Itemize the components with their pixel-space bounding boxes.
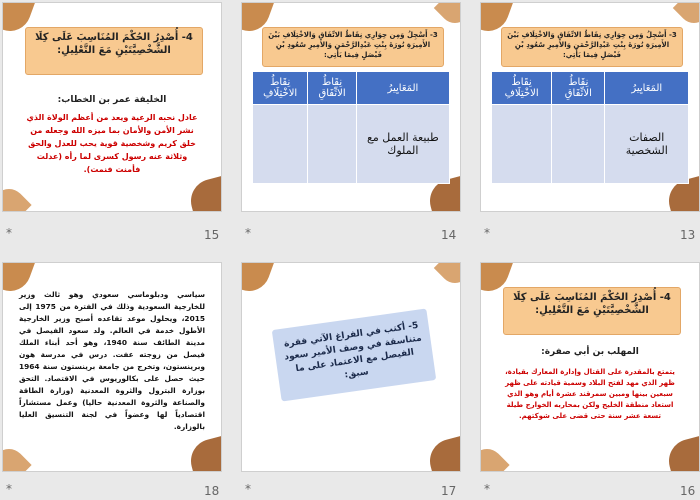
leaf-decoration: [664, 434, 700, 472]
slide-header: 3- أَسْجِلُ وَمِن حِوَارِي نِقَاطُ الاتِّفَاقِ وَالاخْتِلَافِ بَيْنَ الأَمِيرَةِ نُورَةَ بِنْتِ عَبْدِالرَّحْمَنِ وَالأَمِيرِ سُعُودِ بْنِ فَيْصَلٍ فِيمَا يَأْتِي:: [262, 27, 444, 67]
slide-star-icon: *: [484, 482, 490, 496]
table-cell: [308, 105, 356, 184]
slide-number: 15: [204, 228, 220, 242]
leaf-decoration: [186, 174, 222, 212]
note-card: 5- أكتب في الفراغ الآتي فقرة متناسقة في وصف الأمير سعود الفيصل مع الاعتماد على ما سبق:: [272, 308, 437, 401]
leaf-decoration: [2, 442, 32, 472]
slide-subtitle: الخليفة عمر بن الخطاب:: [57, 95, 167, 105]
slide-number: 14: [441, 228, 457, 242]
slide-number: 18: [204, 484, 220, 498]
slide-thumb-14[interactable]: [241, 2, 461, 212]
slide-thumb-17[interactable]: [241, 262, 461, 472]
slide-body: سياسي ودبلوماسي سعودي وهو ثالث وزير للخارجية السعودية وذلك في الفترة من 1975 إلى 2015، ويحلول موعد تقاعده أصبح وزير الخارجية الأطول خدمة في العالم. ولد سعود الفيصل في مدينة الطائف سنة 1940، وهو أحد أبناء الملك فيصل من زوجته عفت. درس في مدرسة هون وبرينستون، وتخرج من جامعة برينستون سنة 1964 حيث حصل على بكالوريوس في الاقتصاد. التحق بوزارة البترول والثروة المعدنية (وزارة الطاقة والصناعة والثروة المعدنية حاليا) وعمل مستشاراً اقتصادياً لها وعضواً في لجنة التنسيق العليا بالوزارة.: [19, 290, 206, 431]
comparison-table: [252, 71, 450, 184]
slide-subtitle: المهلب بن أبي صفرة:: [541, 347, 639, 357]
leaf-decoration: [434, 262, 461, 289]
slide-thumb-18[interactable]: [2, 262, 222, 472]
comparison-table: [491, 71, 689, 184]
table-header-cell: نِقَاطُ الاتِّفَاقِ: [308, 72, 356, 105]
slide-header: 4- أُصْدِرُ الحُكْمَ المُنَاسِبَ عَلَى كِلَا الشَّخْصِيَّتَيْنِ مَعَ التَّعْلِيلِ:: [503, 287, 681, 335]
slide-number: 17: [441, 484, 457, 498]
leaf-decoration: [241, 262, 276, 297]
table-row-label: الصفات الشخصية: [605, 105, 689, 184]
slide-body: عادل نحبه الرعية ويعد من أعظم الولاة الذي نشر الأمن والأمان بما ميزه الله وجعله من خلق كريم وشخصية قوية يحب للعدل والحق وثلاثة عنه رسول كسرى لما رأه (عدلت فأمنت فنمت).: [26, 113, 198, 174]
leaf-decoration: [425, 434, 461, 472]
slide-thumb-13[interactable]: [480, 2, 700, 212]
slide-star-icon: *: [484, 226, 490, 240]
leaf-decoration: [2, 182, 32, 212]
leaf-decoration: [480, 442, 510, 472]
table-header-cell: نِقَاطُ الاتِّفَاقِ: [552, 72, 605, 105]
slide-body: يتمتع بالمقدرة على القتال وإدارة المعارك بقيادة، ظهر الذي مهد لفتح البلاد وسمية قيادته على ظهر سبعين بينها ومبين سمرقند عشرة أيام وهو الذي استعاد منطقة الخليج ولكن بمحاربه الخوارج طيلة تسعة عشر سنة حتى قضى على شوكتهم.: [505, 368, 675, 420]
leaf-decoration: [434, 2, 461, 29]
slide-header: 4- أُصْدِرُ الحُكْمَ المُنَاسِبَ عَلَى كِلَا الشَّخْصِيَّتَيْنِ مَعَ التَّعْلِيلِ:: [25, 27, 203, 75]
leaf-decoration: [673, 2, 700, 29]
table-row-label: طبيعة العمل مع الملوك: [356, 105, 449, 184]
slide-thumb-15[interactable]: [2, 2, 222, 212]
slide-star-icon: *: [6, 226, 12, 240]
table-cell: [552, 105, 605, 184]
table-cell: [253, 105, 308, 184]
table-header-cell: نِقَاطُ الاخْتِلَافِ: [492, 72, 552, 105]
slide-header: 3- أَسْجِلُ وَمِن حِوَارِي نِقَاطُ الاتِّفَاقِ وَالاخْتِلَافِ بَيْنَ الأَمِيرَةِ نُورَةَ بِنْتِ عَبْدِالرَّحْمَنِ وَالأَمِيرِ سُعُودِ بْنِ فَيْصَلٍ فِيمَا يَأْتِي:: [501, 27, 683, 67]
table-header-cell: نِقَاطُ الاخْتِلَافِ: [253, 72, 308, 105]
slide-star-icon: *: [245, 482, 251, 496]
leaf-decoration: [186, 434, 222, 472]
slide-star-icon: *: [6, 482, 12, 496]
slide-thumb-16[interactable]: [480, 262, 700, 472]
slide-number: 16: [680, 484, 696, 498]
table-header-cell: المَعَايِيرُ: [605, 72, 689, 105]
slide-number: 13: [680, 228, 696, 242]
table-header-cell: المَعَايِيرُ: [356, 72, 449, 105]
slide-star-icon: *: [245, 226, 251, 240]
table-cell: [492, 105, 552, 184]
